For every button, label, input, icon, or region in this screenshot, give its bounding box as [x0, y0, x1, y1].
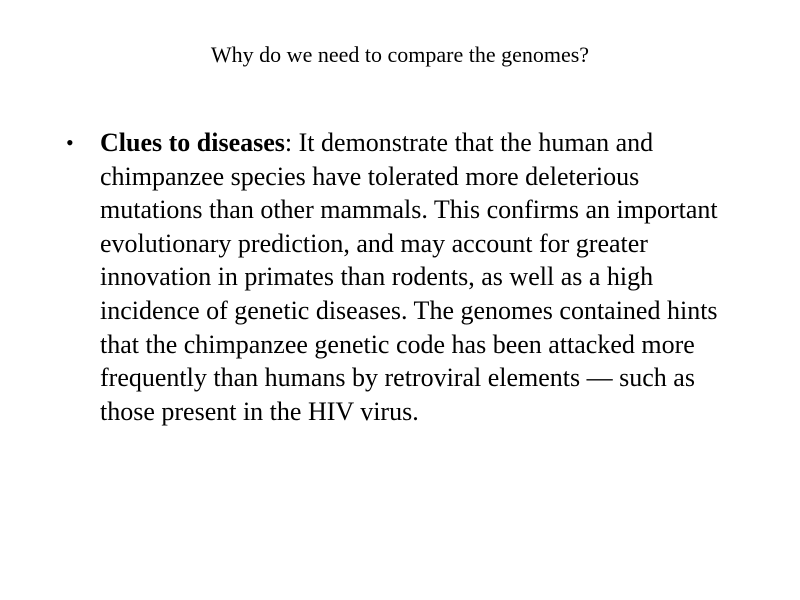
bullet-list: [66, 126, 736, 428]
slide-title: Why do we need to compare the genomes?: [210, 42, 590, 67]
bullet-dot-icon: •: [66, 130, 74, 155]
bullet-separator: :: [284, 128, 293, 157]
bullet-lead-text: Clues to diseases: [100, 128, 285, 157]
bullet-item-clues-to-diseases: [66, 126, 736, 428]
bullet-body-text: It demonstrate that the human and chimpanzee species have tolerated more deleterious mutations than other mammals. This confirms an important evolutionary prediction, and may account for greater innovation in primates than rodents, as well as a high incidence of genetic diseases. The genomes contained hints that the chimpanzee genetic code has been attacked more frequently than humans by retroviral elements — such as those present in the HIV virus.: [100, 128, 718, 426]
